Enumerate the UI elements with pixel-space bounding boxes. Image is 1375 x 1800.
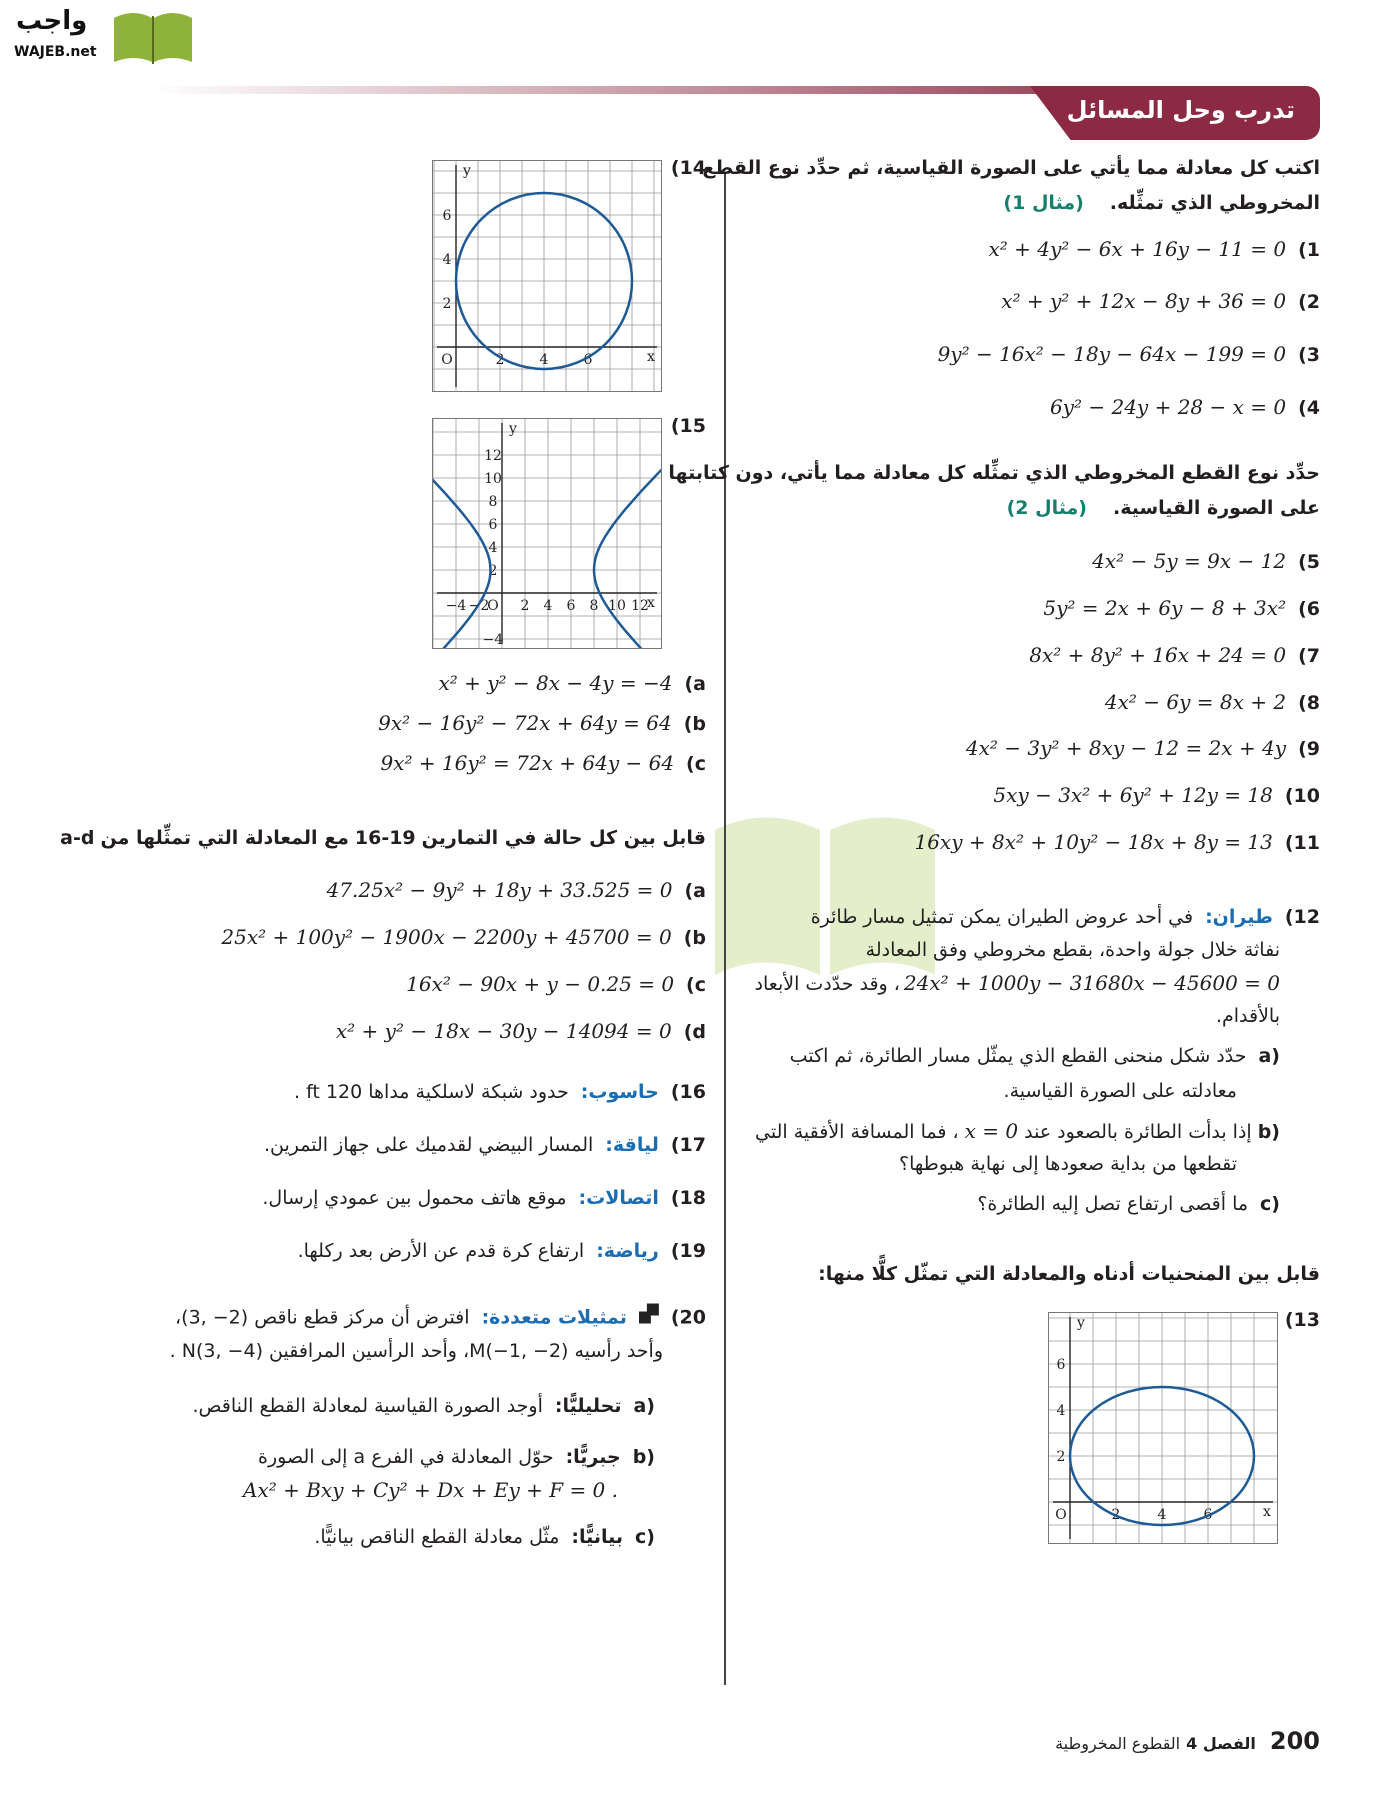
exercise-12b [755,1119,1280,1143]
option-b [378,711,706,735]
equation: x = 0 [964,1119,1019,1143]
instruction-text: حدِّد نوع القطع المخروطي الذي تمثِّله كل معادلة مما يأتي، دون كتابتها [668,462,1320,484]
exercise-number: (20 [670,1306,706,1329]
problem-text: المسار البيضي لقدميك على جهاز التمرين. [263,1134,594,1156]
instruction-text: اكتب كل معادلة مما يأتي على الصورة القياسية، ثم حدِّد نوع القطع [702,157,1320,179]
problem-text: ، وقد حدّدت الأبعاد [754,973,900,995]
exercise-number: (2 [1298,291,1320,313]
exercise-5 [1092,549,1320,573]
exercise-number: (16 [670,1081,706,1103]
graph-canvas [1049,1313,1277,1543]
equation: 9x² − 16y² − 72x + 64y = 64 [378,711,672,735]
part-label: a) [1258,1045,1280,1067]
exercise-12 [811,906,1320,928]
y-tick-label: 12 [484,448,502,464]
problem-text: ما أقصى ارتفاع تصل إليه الطائرة؟ [977,1193,1249,1215]
y-axis-label: y [463,163,471,179]
topic-label: لياقة: [605,1134,659,1156]
option-label: (b [683,927,706,949]
exercise-20-line2 [170,1340,663,1362]
equation: 16xy + 8x² + 10y² − 18x + 8y = 13 [914,830,1273,854]
exercise-16 [294,1081,706,1103]
example-ref: (مثال 1) [1003,192,1084,214]
exercise-number: (17 [670,1134,706,1156]
exercise-17 [264,1134,706,1156]
y-tick-label: 8 [488,494,498,510]
y-axis-label: y [509,421,517,437]
exercise-number: (5 [1298,551,1320,573]
exercise-number: (12 [1284,906,1320,928]
problem-text: ارتفاع كرة قدم عن الأرض بعد ركلها. [297,1240,585,1262]
exercise-4 [1050,395,1320,419]
x-tick-label: 2 [520,598,530,614]
option-c [380,751,706,775]
equation: 6y² − 24y + 28 − x = 0 [1049,395,1287,419]
exercise-13-label [1285,1309,1320,1331]
exercise-3 [938,342,1320,366]
instruction-2 [668,462,1320,484]
section-title: تدرب وحل المسائل [1066,96,1295,124]
equation: 16x² − 90x + y − 0.25 = 0 [406,972,675,996]
x-tick-label: 6 [583,352,593,368]
y-tick-label: 6 [488,517,498,533]
exercise-number: (1 [1298,239,1320,261]
exercise-8 [1105,690,1320,714]
topic-label: تحليليًّا: [554,1395,622,1417]
problem-text: وأحد رأسيه (2− ,1−)M، وأحد الرأسين المرافقين (4− ,3)N . [169,1340,663,1362]
option-label: (a [684,880,706,902]
graph-15-hyperbola [432,418,662,649]
y-tick-label: 4 [442,252,452,268]
exercise-number: (7 [1298,645,1320,667]
page-number: 200 [1269,1727,1320,1755]
instruction-2-line2 [1007,497,1320,519]
exercise-number: (14 [670,157,706,179]
column-divider [724,172,726,1685]
problem-text: موقع هاتف محمول بين عمودي إرسال. [262,1187,567,1209]
origin-label: O [1055,1507,1067,1523]
exercise-11 [914,830,1320,854]
y-tick-label: 6 [442,208,452,224]
part-label: c) [1260,1193,1280,1215]
option-label: (d [683,1021,706,1043]
exercise-number: (9 [1298,738,1320,760]
equation: x² + y² − 8x − 4y = −4 [438,671,673,695]
option-a [438,671,706,695]
compare-instruction [818,1263,1320,1285]
option-label: (c [686,753,706,775]
part-label: a) [633,1395,655,1417]
exercise-12c [977,1193,1280,1215]
x-tick-label: 2 [1111,1507,1121,1523]
y-tick-label: 2 [488,563,498,579]
exercise-20b [258,1446,655,1468]
chapter-title: القطوع المخروطية [1055,1734,1181,1753]
exercise-1 [988,237,1320,261]
exercise-number: (6 [1298,598,1320,620]
instruction-text: قابل بين كل حالة في التمارين [421,827,706,849]
exercise-number: (13 [1284,1309,1320,1331]
graph-canvas [433,419,661,648]
exercise-20b-line2 [243,1478,618,1502]
wajeb-logo [6,4,196,66]
option-a [327,878,706,902]
y-tick-label: 4 [488,540,498,556]
graph-canvas [433,161,661,391]
x-tick-label: −4 [445,598,467,614]
problem-text: ، فما المسافة الأفقية التي [755,1121,959,1143]
x-tick-label: 2 [495,352,505,368]
exercise-12a-line2 [1004,1080,1237,1102]
instruction-1-line2 [1003,192,1320,214]
option-label: (a [684,673,706,695]
exercise-19 [298,1240,706,1262]
problem-text: نفاثة خلال جولة واحدة، بقطع مخروطي وفق المعادلة [865,939,1280,961]
instruction-text: مع المعادلة التي تمثِّلها من [100,827,349,849]
x-tick-label: 4 [543,598,553,614]
exercise-number: (3 [1298,344,1320,366]
page-footer [1055,1727,1320,1755]
equation: 24x² + 1000y − 31680x − 45600 = 0 [903,971,1280,995]
exercise-18 [262,1187,706,1209]
exercise-15-label [671,415,706,437]
equation: 5xy − 3x² + 6y² + 12y = 18 [993,783,1273,807]
equation: 47.25x² − 9y² + 18y + 33.525 = 0 [326,878,673,902]
problem-text: حوّل المعادلة في الفرع a إلى الصورة [258,1446,554,1468]
exercise-6 [1043,596,1320,620]
option-label: (b [683,713,706,735]
instruction-text: على الصورة القياسية. [1112,497,1320,519]
part-label: b) [632,1446,655,1468]
problem-text: حدود شبكة لاسلكية مداها 120 ft . [293,1081,569,1103]
problem-text: معادلته على الصورة القياسية. [1003,1080,1237,1102]
topic-label: رياضة: [596,1240,659,1262]
equation: 25x² + 100y² − 1900x − 2200y + 45700 = 0 [221,925,672,949]
exercise-14-label [671,157,706,179]
equation: x² + 4y² − 6x + 16y − 11 = 0 [988,237,1287,261]
y-tick-label: 4 [1056,1403,1066,1419]
topic-label: جبريًّا: [565,1446,621,1468]
exercise-12-line3 [755,971,1280,995]
x-tick-label: −2 [468,598,490,614]
equation: x² + y² + 12x − 8y + 36 = 0 [1001,289,1287,313]
exercise-number: (15 [670,415,706,437]
instruction-text: المخروطي الذي تمثِّله. [1109,192,1320,214]
topic-label: اتصالات: [578,1187,659,1209]
x-axis-label: x [647,349,655,365]
x-tick-label: 8 [589,598,599,614]
exercise-20 [175,1304,706,1329]
x-tick-label: 4 [1157,1507,1167,1523]
problem-text: في أحد عروض الطيران يمكن تمثيل مسار طائرة [810,906,1194,928]
option-c [406,972,706,996]
problem-text: افترض أن مركز قطع ناقص (2− ,3)، [175,1306,470,1329]
equation: 9y² − 16x² − 18y − 64x − 199 = 0 [937,342,1287,366]
graph-14-circle [432,160,662,392]
instruction-text: قابل بين المنحنيات أدناه والمعادلة التي تمثّل كلًّا منها: [818,1263,1320,1285]
instruction-1 [702,157,1320,179]
y-tick-label: 6 [1056,1357,1066,1373]
exercise-range: 16-19 [354,827,416,849]
part-label: b) [1257,1121,1280,1143]
exercise-number: (10 [1284,785,1320,807]
exercise-number: (4 [1298,397,1320,419]
y-tick-label: 10 [484,471,502,487]
compare-instruction-2 [60,827,706,849]
graph-13-ellipse [1048,1312,1278,1544]
origin-label: O [487,598,499,614]
exercise-number: (18 [670,1187,706,1209]
multiple-representations-icon [639,1304,659,1324]
example-ref: (مثال 2) [1006,497,1087,519]
x-axis-label: x [1263,1504,1271,1520]
x-axis-label: x [647,595,655,611]
exercise-20c [314,1526,655,1548]
equation: Ax² + Bxy + Cy² + Dx + Ey + F = 0 . [243,1478,618,1502]
x-tick-label: 6 [566,598,576,614]
exercise-number: (19 [670,1240,706,1262]
part-label: c) [635,1526,655,1548]
y-tick-label: 2 [442,296,452,312]
chapter-label: الفصل 4 [1186,1734,1256,1753]
equation: x² + y² − 18x − 30y − 14094 = 0 [335,1019,672,1043]
equation: 4x² − 6y = 8x + 2 [1104,690,1287,714]
exercise-20a [192,1395,655,1417]
problem-text: مثّل معادلة القطع الناقص بيانيًّا. [314,1526,560,1548]
hyperbola-branch [433,467,491,648]
topic-label: تمثيلات متعددة: [481,1306,627,1329]
exercise-12b-line2 [899,1153,1237,1175]
logo-arabic: واجب [16,6,88,36]
exercise-9 [966,736,1320,760]
equation: 9x² + 16y² = 72x + 64y − 64 [380,751,675,775]
problem-text: تقطعها من بداية صعودها إلى نهاية هبوطها؟ [898,1153,1237,1175]
equation: 4x² − 5y = 9x − 12 [1092,549,1287,573]
option-b [221,925,706,949]
exercise-7 [1029,643,1320,667]
exercise-10 [993,783,1320,807]
equation: 4x² − 3y² + 8xy − 12 = 2x + 4y [965,736,1287,760]
exercise-number: (11 [1284,832,1320,854]
x-tick-label: 4 [539,352,549,368]
problem-text: حدّد شكل منحنى القطع الذي يمثّل مسار الطائرة، ثم اكتب [789,1045,1247,1067]
x-tick-label: 12 [631,598,649,614]
hyperbola-branch [594,467,661,648]
problem-text: أوجد الصورة القياسية لمعادلة القطع الناقص. [192,1395,543,1417]
exercise-number: (8 [1298,692,1320,714]
topic-label: طيران: [1205,906,1273,928]
exercise-12a [790,1045,1280,1067]
equation: 5y² = 2x + 6y − 8 + 3x² [1043,596,1287,620]
y-tick-label: −4 [482,632,504,648]
option-label: (c [686,974,706,996]
y-axis-label: y [1077,1315,1085,1331]
exercise-12-line4 [1216,1005,1280,1027]
origin-label: O [441,352,453,368]
x-tick-label: 6 [1203,1507,1213,1523]
problem-text: بالأقدام. [1215,1005,1280,1027]
problem-text: إذا بدأت الطائرة بالصعود عند [1024,1121,1252,1143]
topic-label: بيانيًّا: [571,1526,624,1548]
exercise-12-line2 [866,939,1280,961]
x-tick-label: 10 [608,598,626,614]
topic-label: حاسوب: [580,1081,659,1103]
option-range: a-d [60,827,95,849]
option-d [336,1019,706,1043]
logo-latin: WAJEB.net [14,44,97,60]
equation: 8x² + 8y² + 16x + 24 = 0 [1029,643,1287,667]
y-tick-label: 2 [1056,1449,1066,1465]
exercise-2 [1001,289,1320,313]
